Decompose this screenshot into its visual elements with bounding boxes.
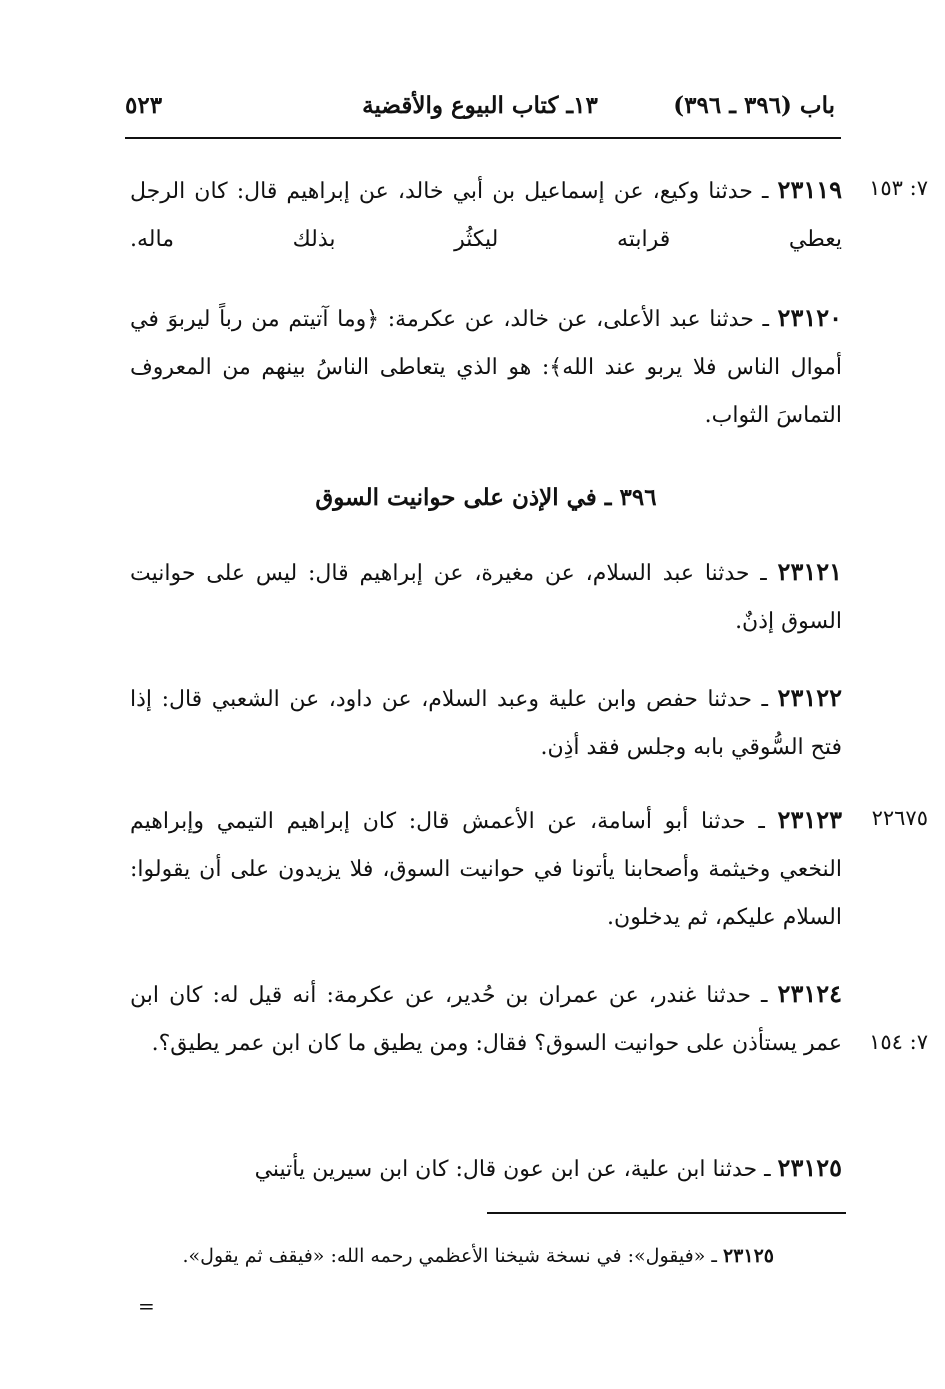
footnote-text: ـ «فيقول»: في نسخة شيخنا الأعظمي رحمه الله: «فيقف ثم يقول». <box>182 1245 723 1267</box>
hadith-number: ٢٣١٢٠ <box>777 303 842 332</box>
hadith-text: ـ حدثنا ابن علية، عن ابن عون قال: كان ابن سيرين يأتيني <box>254 1157 778 1182</box>
section-heading: ٣٩٦ ـ في الإذن على حوانيت السوق <box>315 484 657 511</box>
header-rule <box>125 137 841 139</box>
hadith-text: ـ حدثنا أبو أسامة، عن الأعمش قال: كان إبراهيم التيمي وإبراهيم النخعي وخيثمة وأصحابنا يأتونا في حوانيت السوق، فلا يزيدون على أن يقولوا: السلام عليكم، ثم يدخلون. <box>130 809 842 930</box>
hadith-number: ٢٣١٢١ <box>777 557 842 586</box>
footnote <box>130 1236 842 1276</box>
hadith-number: ٢٣١٢٢ <box>777 683 842 712</box>
hadith-text: ـ حدثنا عبد السلام، عن مغيرة، عن إبراهيم قال: ليس على حوانيت السوق إذنٌ. <box>130 561 842 634</box>
hadith-paragraph <box>130 674 842 772</box>
margin-reference: ٢٢٦٧٥ <box>871 806 928 830</box>
hadith-paragraph <box>130 796 842 942</box>
hadith-number: ٢٣١١٩ <box>777 175 842 204</box>
hadith-number: ٢٣١٢٣ <box>777 805 842 834</box>
hadith-text: ـ حدثنا غندر، عن عمران بن حُدير، عن عكرمة: أنه قيل له: كان ابن عمر يستأذن على حوانيت السوق؟ فقال: ومن يطيق ما كان ابن عمر يطيق؟. <box>130 983 842 1056</box>
hadith-number: ٢٣١٢٥ <box>777 1153 842 1182</box>
continuation-mark: = <box>138 1294 155 1318</box>
hadith-number: ٢٣١٢٤ <box>777 979 842 1008</box>
hadith-text: ـ حدثنا عبد الأعلى، عن خالد، عن عكرمة: ﴿وما آتيتم من رباً ليربوَ في أموال الناس فلا يربو عند الله﴾: هو الذي يتعاطى الناسُ بينهم من المعروف التماسَ الثواب. <box>130 307 842 428</box>
page-number: ٥٢٣ <box>125 92 163 119</box>
hadith-paragraph <box>130 1144 842 1194</box>
hadith-paragraph <box>130 548 842 646</box>
running-header-book: ١٣ـ كتاب البيوع والأقضية <box>362 92 598 119</box>
footnote-number: ٢٣١٢٥ <box>722 1245 774 1267</box>
hadith-paragraph <box>130 166 842 264</box>
margin-reference: ٧: ١٥٤ <box>869 1030 928 1054</box>
running-header-chapter: باب (٣٩٦ ـ ٣٩٦) <box>673 92 835 119</box>
hadith-text: ـ حدثنا وكيع، عن إسماعيل بن أبي خالد، عن إبراهيم قال: كان الرجل يعطي قرابته ليكثُر بذلك ماله. <box>130 179 842 252</box>
footnote-rule <box>487 1212 846 1214</box>
hadith-text: ـ حدثنا حفص وابن علية وعبد السلام، عن داود، عن الشعبي قال: إذا فتح السُّوقي بابه وجلس فقد أذِن. <box>130 687 842 760</box>
margin-reference: ٧: ١٥٣ <box>869 176 928 200</box>
hadith-paragraph <box>130 294 842 440</box>
hadith-paragraph <box>130 970 842 1068</box>
